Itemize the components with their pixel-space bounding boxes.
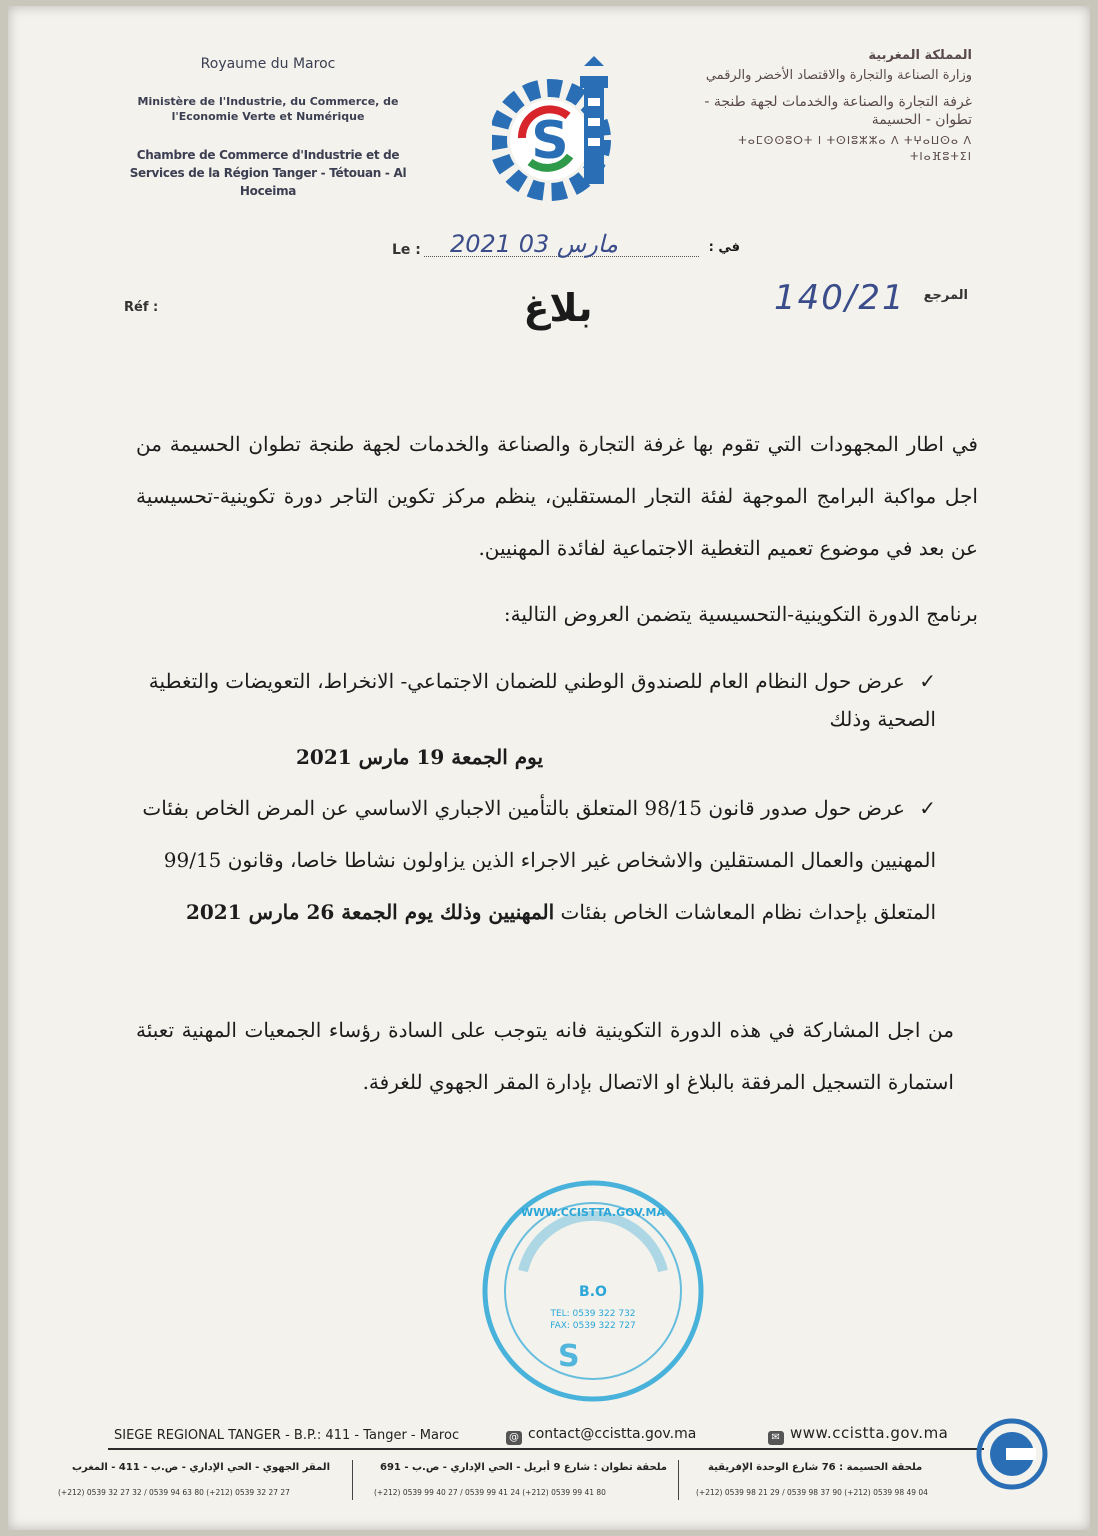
official-stamp: [478, 1176, 708, 1406]
paragraph-program: برنامج الدورة التكوينية-التحسيسية يتضمن العروض التالية:: [503, 602, 978, 626]
ref-handwritten: 140/21: [774, 278, 906, 318]
svg-text:S: S: [531, 111, 569, 171]
bullet-1-text: عرض حول النظام العام للصندوق الوطني للضمان الاجتماعي- الانخراط، التعويضات والتغطية الصحية وذلك: [148, 669, 936, 731]
footer-address-tanger: المقر الجهوي - الحي الإداري - ص.ب - 411 - المغرب: [72, 1462, 330, 1473]
stamp-tel: TEL: 0539 322 732: [550, 1309, 636, 1319]
date-label-ar: في :: [708, 240, 740, 255]
header-fr-chamber: Chambre de Commerce d'Industrie et de Services de la Région Tanger - Tétouan - Al Hoceima: [129, 148, 407, 198]
chamber-logo: [492, 54, 632, 204]
header-fr-kingdom: Royaume du Maroc: [200, 56, 336, 72]
header-ar-chamber: غرفة التجارة والصناعة والخدمات لجهة طنجة - تطوان - الحسيمة: [704, 94, 972, 128]
stamp-url: WWW.CCISTTA.GOV.MA: [521, 1206, 665, 1219]
header-french: [128, 56, 408, 200]
certification-logo: [976, 1418, 1048, 1490]
footer-email-text: contact@ccistta.gov.ma: [528, 1426, 697, 1442]
footer-address-hoceima: ملحقة الحسيمة : 76 شارع الوحدة الإفريقية: [708, 1462, 923, 1473]
date-handwritten: 2021 مارس 03: [450, 230, 618, 258]
footer-email: [506, 1426, 696, 1445]
header-fr-ministry: Ministère de l'Industrie, du Commerce, de l'Economie Verte et Numérique: [137, 95, 399, 123]
paragraph-participation: من اجل المشاركة في هذه الدورة التكوينية فانه يتوجب على السادة رؤساء الجمعيات المهنية تعبئة استمارة التسجيل المرفقة بالبلاغ او الاتصال بإدارة المقر الجهوي للغرفة.: [136, 1018, 954, 1094]
header-tifinagh: ⵜⴰⵎⵙⵙⵓⵔⵜ ⵏ ⵜⵙⵏⵓⵣⵣⴰ ⴷ ⵜⵖⴰⵡⵙⴰ ⴷ ⵜⵏⴰⴼⵓⵜⵉⵏ: [738, 134, 972, 163]
document-page: [8, 6, 1090, 1530]
date-row: [392, 228, 752, 264]
checkmark-icon: ✓: [919, 796, 936, 820]
checkmark-icon: ✓: [919, 669, 936, 693]
header-ar-ministry: وزارة الصناعة والتجارة والاقتصاد الأخضر والرقمي: [705, 68, 972, 83]
svg-text:S: S: [558, 1339, 580, 1374]
bullet-2-text: عرض حول صدور قانون 98/15 المتعلق بالتأمين الاجباري الاساسي عن المرض الخاص بفئات المهنيين والعمال المستقلين والاشخاص غير الاجراء الذين يزاولون نشاطا خاصا، وقانون 99/15 المتعلق بإحداث نظام المعاشات الخاص بفئات: [142, 796, 936, 924]
date-label-fr: Le :: [392, 242, 421, 258]
stamp-bo: B.O: [579, 1284, 607, 1300]
footer-web-text: www.ccistta.gov.ma: [790, 1424, 949, 1442]
paragraph-intro: في اطار المجهودات التي تقوم بها غرفة التجارة والصناعة والخدمات لجهة طنجة تطوان الحسيمة من اجل مواكبة البرامج الموجهة لفئة التجار المستقلين، ينظم مركز تكوين التاجر دورة تكوينية-تحسيسية عن بعد في موضوع تعميم التغطية الاجتماعية لفائدة المهنيين.: [136, 432, 978, 560]
bullet-1-date: يوم الجمعة 19 مارس 2021: [296, 745, 544, 769]
bullet-2-date: المهنيين وذلك يوم الجمعة 26 مارس 2021: [185, 900, 555, 924]
footer-phone-tetouan: (+212) 0539 99 40 27 / 0539 99 41 24 (+212) 0539 99 41 80: [374, 1488, 606, 1497]
footer-phone-tanger: (+212) 0539 32 27 32 / 0539 94 63 80 (+212) 0539 32 27 27: [58, 1488, 290, 1497]
header-arabic: [682, 48, 972, 165]
stamp-fax: FAX: 0539 322 727: [550, 1321, 636, 1331]
list-item: [136, 662, 936, 776]
envelope-icon: ✉: [768, 1431, 784, 1445]
footer-divider: [108, 1448, 984, 1450]
at-icon: @: [506, 1431, 522, 1445]
footer-separator: [352, 1460, 353, 1500]
document-title: بلاغ: [523, 286, 593, 330]
footer-address-tetouan: ملحقة تطوان : شارع 9 أبريل - الحي الإداري - ص.ب - 691: [380, 1462, 667, 1473]
list-item: [136, 782, 936, 938]
header-ar-kingdom: المملكة المغربية: [868, 48, 972, 63]
footer-siege: SIEGE REGIONAL TANGER - B.P.: 411 - Tanger - Maroc: [114, 1428, 460, 1443]
ref-label-fr: Réf :: [124, 300, 159, 315]
footer-web: [768, 1424, 948, 1445]
footer-phone-hoceima: (+212) 0539 98 21 29 / 0539 98 37 90 (+212) 0539 98 49 04: [696, 1488, 928, 1497]
ref-label-ar: المرجع: [923, 288, 968, 303]
footer-separator: [678, 1460, 679, 1500]
footer: [8, 1418, 1090, 1530]
